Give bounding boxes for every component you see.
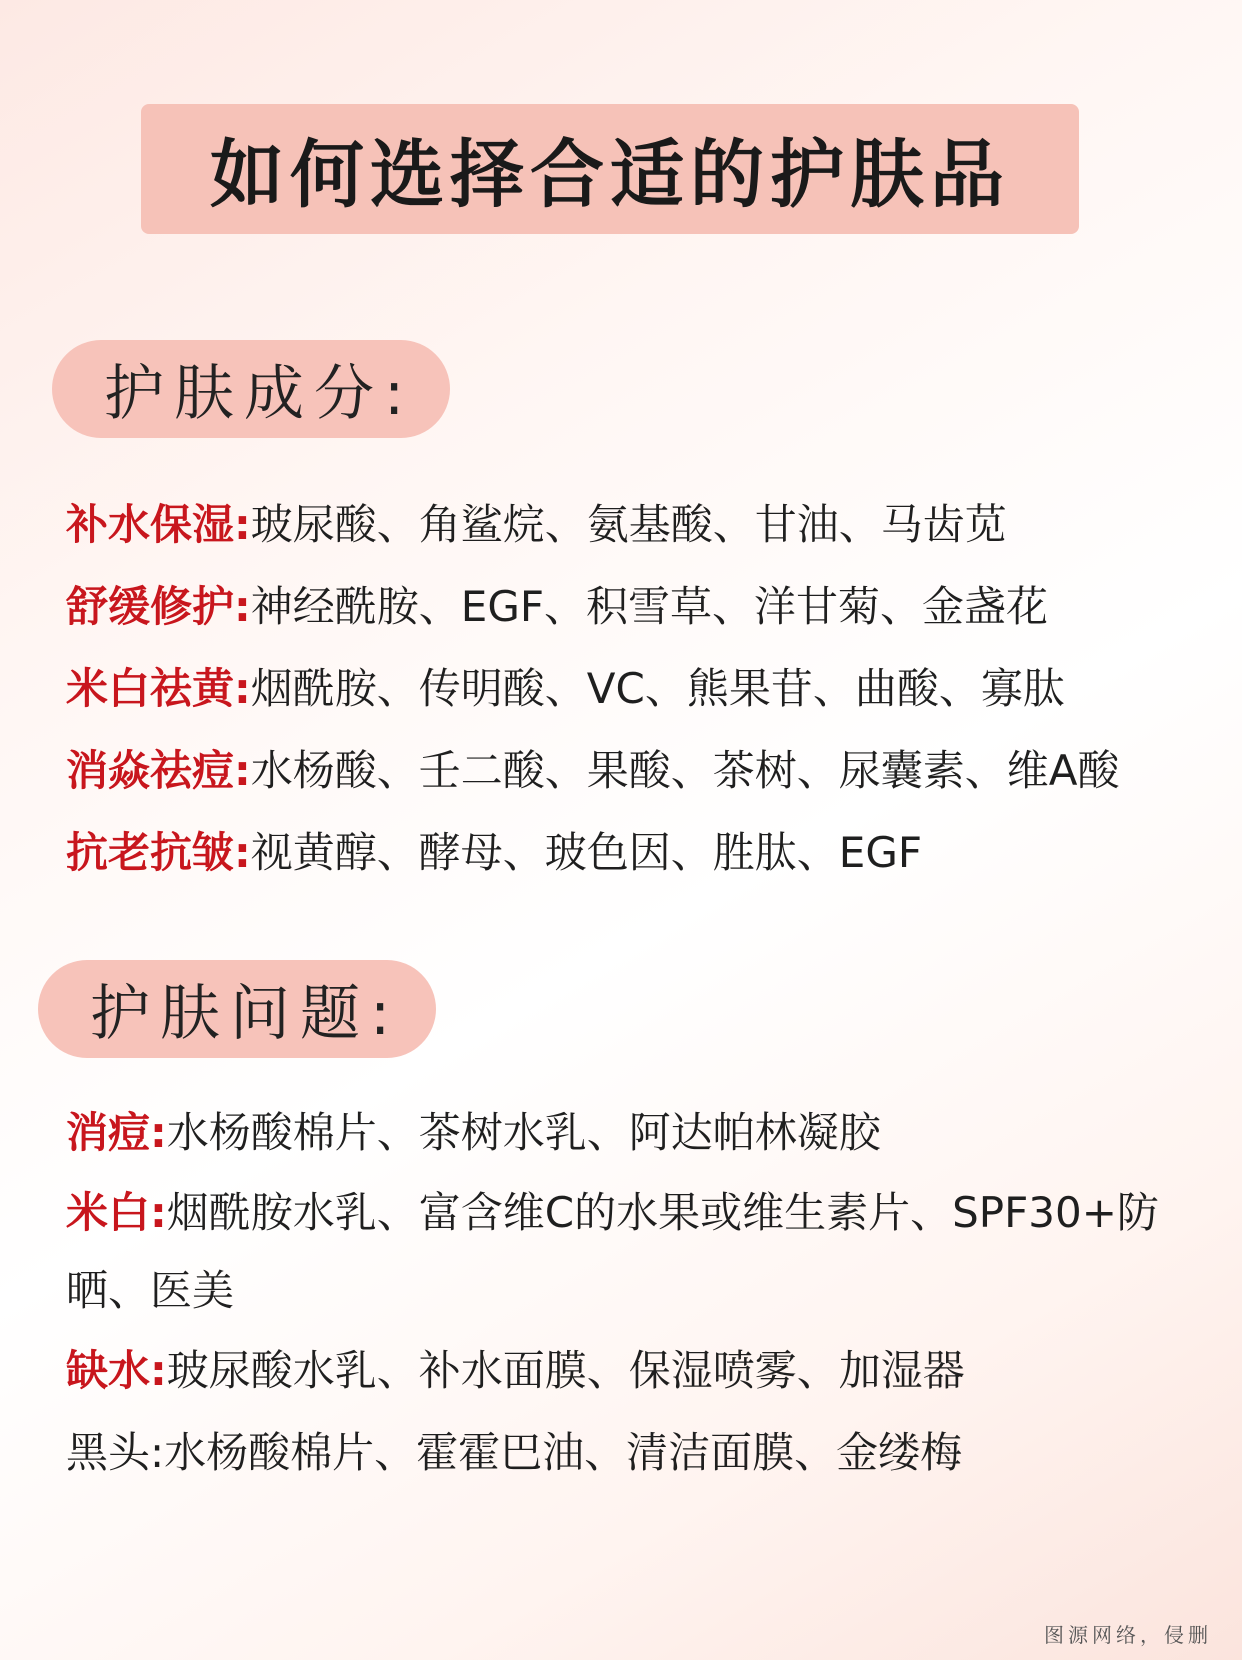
list-item-value: 水杨酸、壬二酸、果酸、茶树、尿囊素、维A酸	[250, 746, 1120, 795]
list-item	[66, 1092, 1186, 1174]
list-item-label: 抗老抗皱:	[66, 828, 251, 877]
list-item-label: 米白祛黄:	[66, 664, 251, 713]
list-item-value: 神经酰胺、EGF、积雪草、洋甘菊、金盏花	[250, 582, 1049, 631]
list-item-value: 烟酰胺、传明酸、VC、熊果苷、曲酸、寡肽	[250, 664, 1065, 713]
list-item	[66, 730, 1186, 812]
section-heading-ingredients-label: 护肤成分:	[104, 359, 415, 429]
title-banner	[141, 104, 1079, 234]
list-item-label: 黑头:	[66, 1428, 165, 1477]
list-item-value: 水杨酸棉片、茶树水乳、阿达帕林凝胶	[166, 1108, 881, 1157]
page-title: 如何选择合适的护肤品	[210, 132, 1010, 218]
list-item-label: 消焱祛痘:	[66, 746, 251, 795]
list-item	[66, 648, 1186, 730]
image-credit: 图源网络，侵删	[1044, 1623, 1212, 1647]
problems-list	[66, 1092, 1186, 1494]
ingredients-list	[66, 484, 1186, 894]
list-item-value: 玻尿酸水乳、补水面膜、保湿喷雾、加湿器	[166, 1346, 965, 1395]
section-heading-problems-label: 护肤问题:	[90, 979, 401, 1049]
list-item-value: 视黄醇、酵母、玻色因、胜肽、EGF	[250, 828, 923, 877]
list-item-label: 补水保湿:	[66, 500, 251, 549]
list-item	[66, 1330, 1186, 1412]
section-heading-ingredients	[52, 340, 450, 438]
list-item	[66, 812, 1186, 894]
list-item	[66, 1174, 1186, 1330]
list-item-label: 米白:	[66, 1188, 167, 1237]
list-item-label: 消痘:	[66, 1108, 167, 1157]
list-item	[66, 484, 1186, 566]
list-item-value: 烟酰胺水乳、富含维C的水果或维生素片、SPF30+防晒、医美	[66, 1188, 1159, 1315]
list-item-value: 水杨酸棉片、霍霍巴油、清洁面膜、金缕梅	[164, 1428, 963, 1477]
section-heading-problems	[38, 960, 436, 1058]
list-item-value: 玻尿酸、角鲨烷、氨基酸、甘油、马齿苋	[250, 500, 1007, 549]
list-item	[66, 1412, 1186, 1494]
list-item	[66, 566, 1186, 648]
list-item-label: 缺水:	[66, 1346, 167, 1395]
list-item-label: 舒缓修护:	[66, 582, 251, 631]
